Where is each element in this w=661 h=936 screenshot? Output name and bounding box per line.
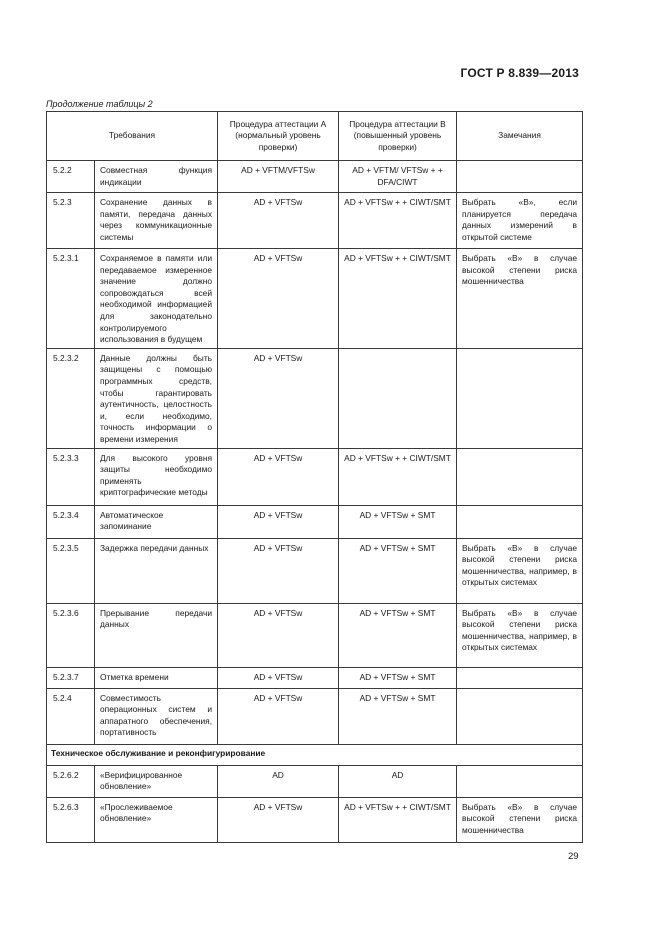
row-note: Выбрать «B» в случае высокой степени риска мошенничества, например, в открытых системах — [457, 538, 583, 603]
table-row — [47, 505, 583, 538]
header-procedure-a-line1: Процедура аттестации A — [229, 118, 327, 129]
row-requirement: Сохраняемое в памяти или передаваемое измеренное значение должно сопровождаться всей необходимой информацией для законодательно контролируемого использования в будущем — [95, 249, 218, 349]
row-requirement: «Верифицированное обновление» — [95, 765, 218, 797]
row-procedure-a: AD + VFTSw — [218, 538, 339, 603]
row-number: 5.2.3.5 — [47, 538, 95, 603]
table-caption: Продолжение таблицы 2 — [46, 99, 153, 109]
header-procedure-a — [218, 112, 339, 161]
row-note — [457, 688, 583, 744]
table-row — [47, 348, 583, 448]
table-row — [47, 765, 583, 797]
row-requirement: Автоматическое запоминание — [95, 505, 218, 538]
row-procedure-a: AD + VFTSw — [218, 448, 339, 505]
row-note: Выбрать «B» в случае высокой степени риска мошенничества, например, в открытых системах — [457, 603, 583, 667]
row-requirement: Совместная функция индикации — [95, 161, 218, 193]
table-row — [47, 603, 583, 667]
table-row — [47, 448, 583, 505]
row-procedure-a: AD + VFTSw — [218, 797, 339, 842]
table-row — [47, 688, 583, 744]
row-procedure-b: AD + VFTSw + + CIWT/SMT — [339, 249, 457, 349]
row-number: 5.2.3 — [47, 193, 95, 249]
row-requirement: Совместимость операционных систем и аппаратного обеспечения, портативность — [95, 688, 218, 744]
row-number: 5.2.4 — [47, 688, 95, 744]
row-procedure-a: AD + VFTM/VFTSw — [218, 161, 339, 193]
row-procedure-b: AD + VFTSw + + CIWT/SMT — [339, 193, 457, 249]
row-note — [457, 765, 583, 797]
row-note — [457, 348, 583, 448]
row-requirement: Для высокого уровня защиты необходимо применять криптографические методы — [95, 448, 218, 505]
row-procedure-b: AD + VFTSw + SMT — [339, 538, 457, 603]
row-number: 5.2.3.1 — [47, 249, 95, 349]
row-procedure-a: AD + VFTSw — [218, 249, 339, 349]
row-procedure-a: AD + VFTSw — [218, 348, 339, 448]
header-procedure-a-line3: проверки) — [258, 141, 298, 152]
row-number: 5.2.3.3 — [47, 448, 95, 505]
table-row — [47, 667, 583, 688]
section-title: Техническое обслуживание и реконфигурирование — [47, 744, 583, 765]
row-procedure-b: AD + VFTSw + SMT — [339, 667, 457, 688]
table-row — [47, 193, 583, 249]
row-requirement: Прерывание передачи данных — [95, 603, 218, 667]
row-note: Выбрать «B» в случае высокой степени риска мошенничества — [457, 249, 583, 349]
row-number: 5.2.3.6 — [47, 603, 95, 667]
row-requirement: Задержка передачи данных — [95, 538, 218, 603]
row-procedure-a: AD + VFTSw — [218, 505, 339, 538]
table-row — [47, 797, 583, 842]
header-procedure-a-line2: (нормальный уровень — [235, 130, 321, 141]
row-note — [457, 448, 583, 505]
header-procedure-b-line1: Процедура аттестации B — [349, 118, 446, 129]
row-procedure-b: AD + VFTSw + SMT — [339, 505, 457, 538]
row-number: 5.2.3.4 — [47, 505, 95, 538]
row-number: 5.2.6.2 — [47, 765, 95, 797]
row-number: 5.2.3.2 — [47, 348, 95, 448]
row-note: Выбрать «B», если планируется передача данных измерений в открытой системе — [457, 193, 583, 249]
row-procedure-a: AD + VFTSw — [218, 603, 339, 667]
row-procedure-b: AD + VFTSw + SMT — [339, 688, 457, 744]
table-row — [47, 538, 583, 603]
table-header-row — [47, 112, 583, 161]
row-requirement: Данные должны быть защищены с помощью программных средств, чтобы гарантировать аутентичность, целостность и, если необходимо, точность информации о времени измерения — [95, 348, 218, 448]
row-number: 5.2.3.7 — [47, 667, 95, 688]
header-procedure-b-line3: проверки) — [378, 141, 417, 152]
row-note: Выбрать «B» в случае высокой степени риска мошенничества — [457, 797, 583, 842]
table-row — [47, 161, 583, 193]
row-note — [457, 161, 583, 193]
header-requirements: Требования — [47, 112, 218, 161]
row-procedure-b: AD + VFTSw + + CIWT/SMT — [339, 797, 457, 842]
row-number: 5.2.2 — [47, 161, 95, 193]
page-number: 29 — [568, 851, 579, 862]
document-standard-header: ГОСТ Р 8.839—2013 — [460, 66, 579, 80]
row-requirement: Отметка времени — [95, 667, 218, 688]
attestation-table — [46, 111, 583, 843]
row-procedure-b: AD — [339, 765, 457, 797]
row-requirement: «Прослеживаемое обновление» — [95, 797, 218, 842]
row-procedure-b: AD + VFTM/ VFTSw + + DFA/CIWT — [339, 161, 457, 193]
row-procedure-b: AD + VFTSw + SMT — [339, 603, 457, 667]
row-note — [457, 505, 583, 538]
row-number: 5.2.6.3 — [47, 797, 95, 842]
row-procedure-a: AD + VFTSw — [218, 688, 339, 744]
row-requirement: Сохранение данных в памяти, передача данных через коммуникационные системы — [95, 193, 218, 249]
row-note — [457, 667, 583, 688]
row-procedure-a: AD + VFTSw — [218, 667, 339, 688]
section-row — [47, 744, 583, 765]
row-procedure-b — [339, 348, 457, 448]
header-procedure-b-line2: (повышенный уровень — [353, 130, 442, 141]
header-procedure-b — [339, 112, 457, 161]
header-notes: Замечания — [457, 112, 583, 161]
row-procedure-b: AD + VFTSw + + CIWT/SMT — [339, 448, 457, 505]
row-procedure-a: AD + VFTSw — [218, 193, 339, 249]
row-procedure-a: AD — [218, 765, 339, 797]
table-row — [47, 249, 583, 349]
